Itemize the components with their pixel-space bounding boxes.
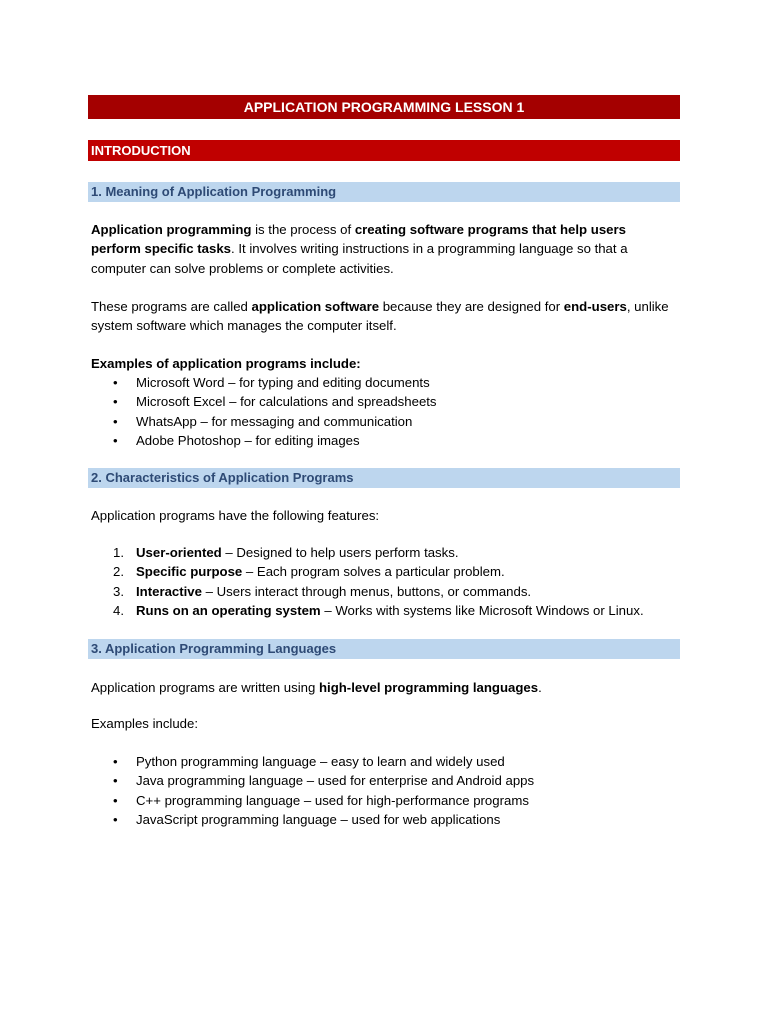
languages-list xyxy=(91,752,671,829)
list-item xyxy=(91,392,671,411)
bullet-icon: • xyxy=(113,811,118,827)
bold-term: Application programming xyxy=(91,222,252,237)
bold-term: Interactive xyxy=(136,583,202,599)
bullet-icon: • xyxy=(113,413,118,429)
list-item-text: Microsoft Word – for typing and editing documents xyxy=(136,375,430,390)
bold-term: end-users xyxy=(563,299,627,314)
bold-term: application software xyxy=(251,299,380,314)
bold-phrase: creating software programs that help users perform specific tasks xyxy=(91,222,626,257)
bold-term: Specific purpose xyxy=(136,564,243,580)
list-item-text: Python programming language – easy to learn and widely used xyxy=(136,754,505,769)
section-1-paragraph-2 xyxy=(91,297,671,336)
list-item-text: C++ programming language – used for high-performance programs xyxy=(136,792,529,808)
bold-term: Runs on an operating system xyxy=(136,602,321,618)
text-run: . xyxy=(538,680,542,695)
bold-term: User-oriented xyxy=(136,545,222,560)
bullet-icon: • xyxy=(113,432,118,448)
section-3-paragraph-1 xyxy=(91,678,671,697)
characteristics-list xyxy=(91,543,671,620)
bullet-icon: • xyxy=(113,792,118,808)
text-run: . It involves writing instructions in a programming language so that a computer can solve problems or complete activities. xyxy=(91,241,628,276)
list-item xyxy=(91,412,671,431)
list-item xyxy=(91,582,671,601)
list-item xyxy=(91,791,671,810)
section-3-heading: 3. Application Programming Languages xyxy=(88,639,680,659)
list-number: 2. xyxy=(113,564,124,580)
list-item xyxy=(91,601,671,620)
bullet-icon: • xyxy=(113,754,118,769)
section-2-heading: 2. Characteristics of Application Programs xyxy=(88,468,680,488)
list-item-text: Java programming language – used for enterprise and Android apps xyxy=(136,773,535,789)
list-item xyxy=(91,771,671,790)
list-item xyxy=(91,373,671,392)
list-item xyxy=(91,431,671,450)
text-run: is the process of xyxy=(251,222,355,237)
bullet-icon: • xyxy=(113,773,118,789)
list-item-text: Adobe Photoshop – for editing images xyxy=(136,432,360,448)
list-item xyxy=(91,543,671,562)
list-number: 3. xyxy=(113,583,124,599)
list-number: 1. xyxy=(113,545,124,560)
list-item-text: JavaScript programming language – used for web applications xyxy=(136,811,501,827)
list-item xyxy=(91,752,671,771)
text-run: , unlike system software which manages the computer itself. xyxy=(91,299,669,334)
list-item-text: – Works with systems like Microsoft Windows or Linux. xyxy=(320,602,644,618)
text-run: These programs are called xyxy=(91,299,252,314)
list-number: 4. xyxy=(113,602,124,618)
bullet-icon: • xyxy=(113,375,118,390)
list-item-text: – Designed to help users perform tasks. xyxy=(221,545,459,560)
introduction-heading: INTRODUCTION xyxy=(88,140,680,161)
section-1-paragraph-1 xyxy=(91,220,671,278)
examples-heading xyxy=(91,354,671,373)
text-run: Application programs are written using xyxy=(91,680,319,695)
section-3-examples-intro: Examples include: xyxy=(91,716,199,731)
list-item xyxy=(91,562,671,581)
section-1-heading: 1. Meaning of Application Programming xyxy=(88,182,680,202)
list-item-text: Microsoft Excel – for calculations and spreadsheets xyxy=(136,394,437,410)
examples-heading-text: Examples of application programs include: xyxy=(91,356,361,371)
bold-phrase: high-level programming languages xyxy=(318,680,539,695)
document-title: APPLICATION PROGRAMMING LESSON 1 xyxy=(88,95,680,119)
section-2-intro: Application programs have the following features: xyxy=(91,508,380,523)
list-item-text: WhatsApp – for messaging and communication xyxy=(136,413,413,429)
list-item-text: – Users interact through menus, buttons, or commands. xyxy=(201,583,532,599)
list-item-text: – Each program solves a particular problem. xyxy=(242,564,505,580)
text-run: because they are designed for xyxy=(379,299,564,314)
list-item xyxy=(91,810,671,829)
bullet-icon: • xyxy=(113,394,118,410)
application-examples-list xyxy=(91,373,671,450)
